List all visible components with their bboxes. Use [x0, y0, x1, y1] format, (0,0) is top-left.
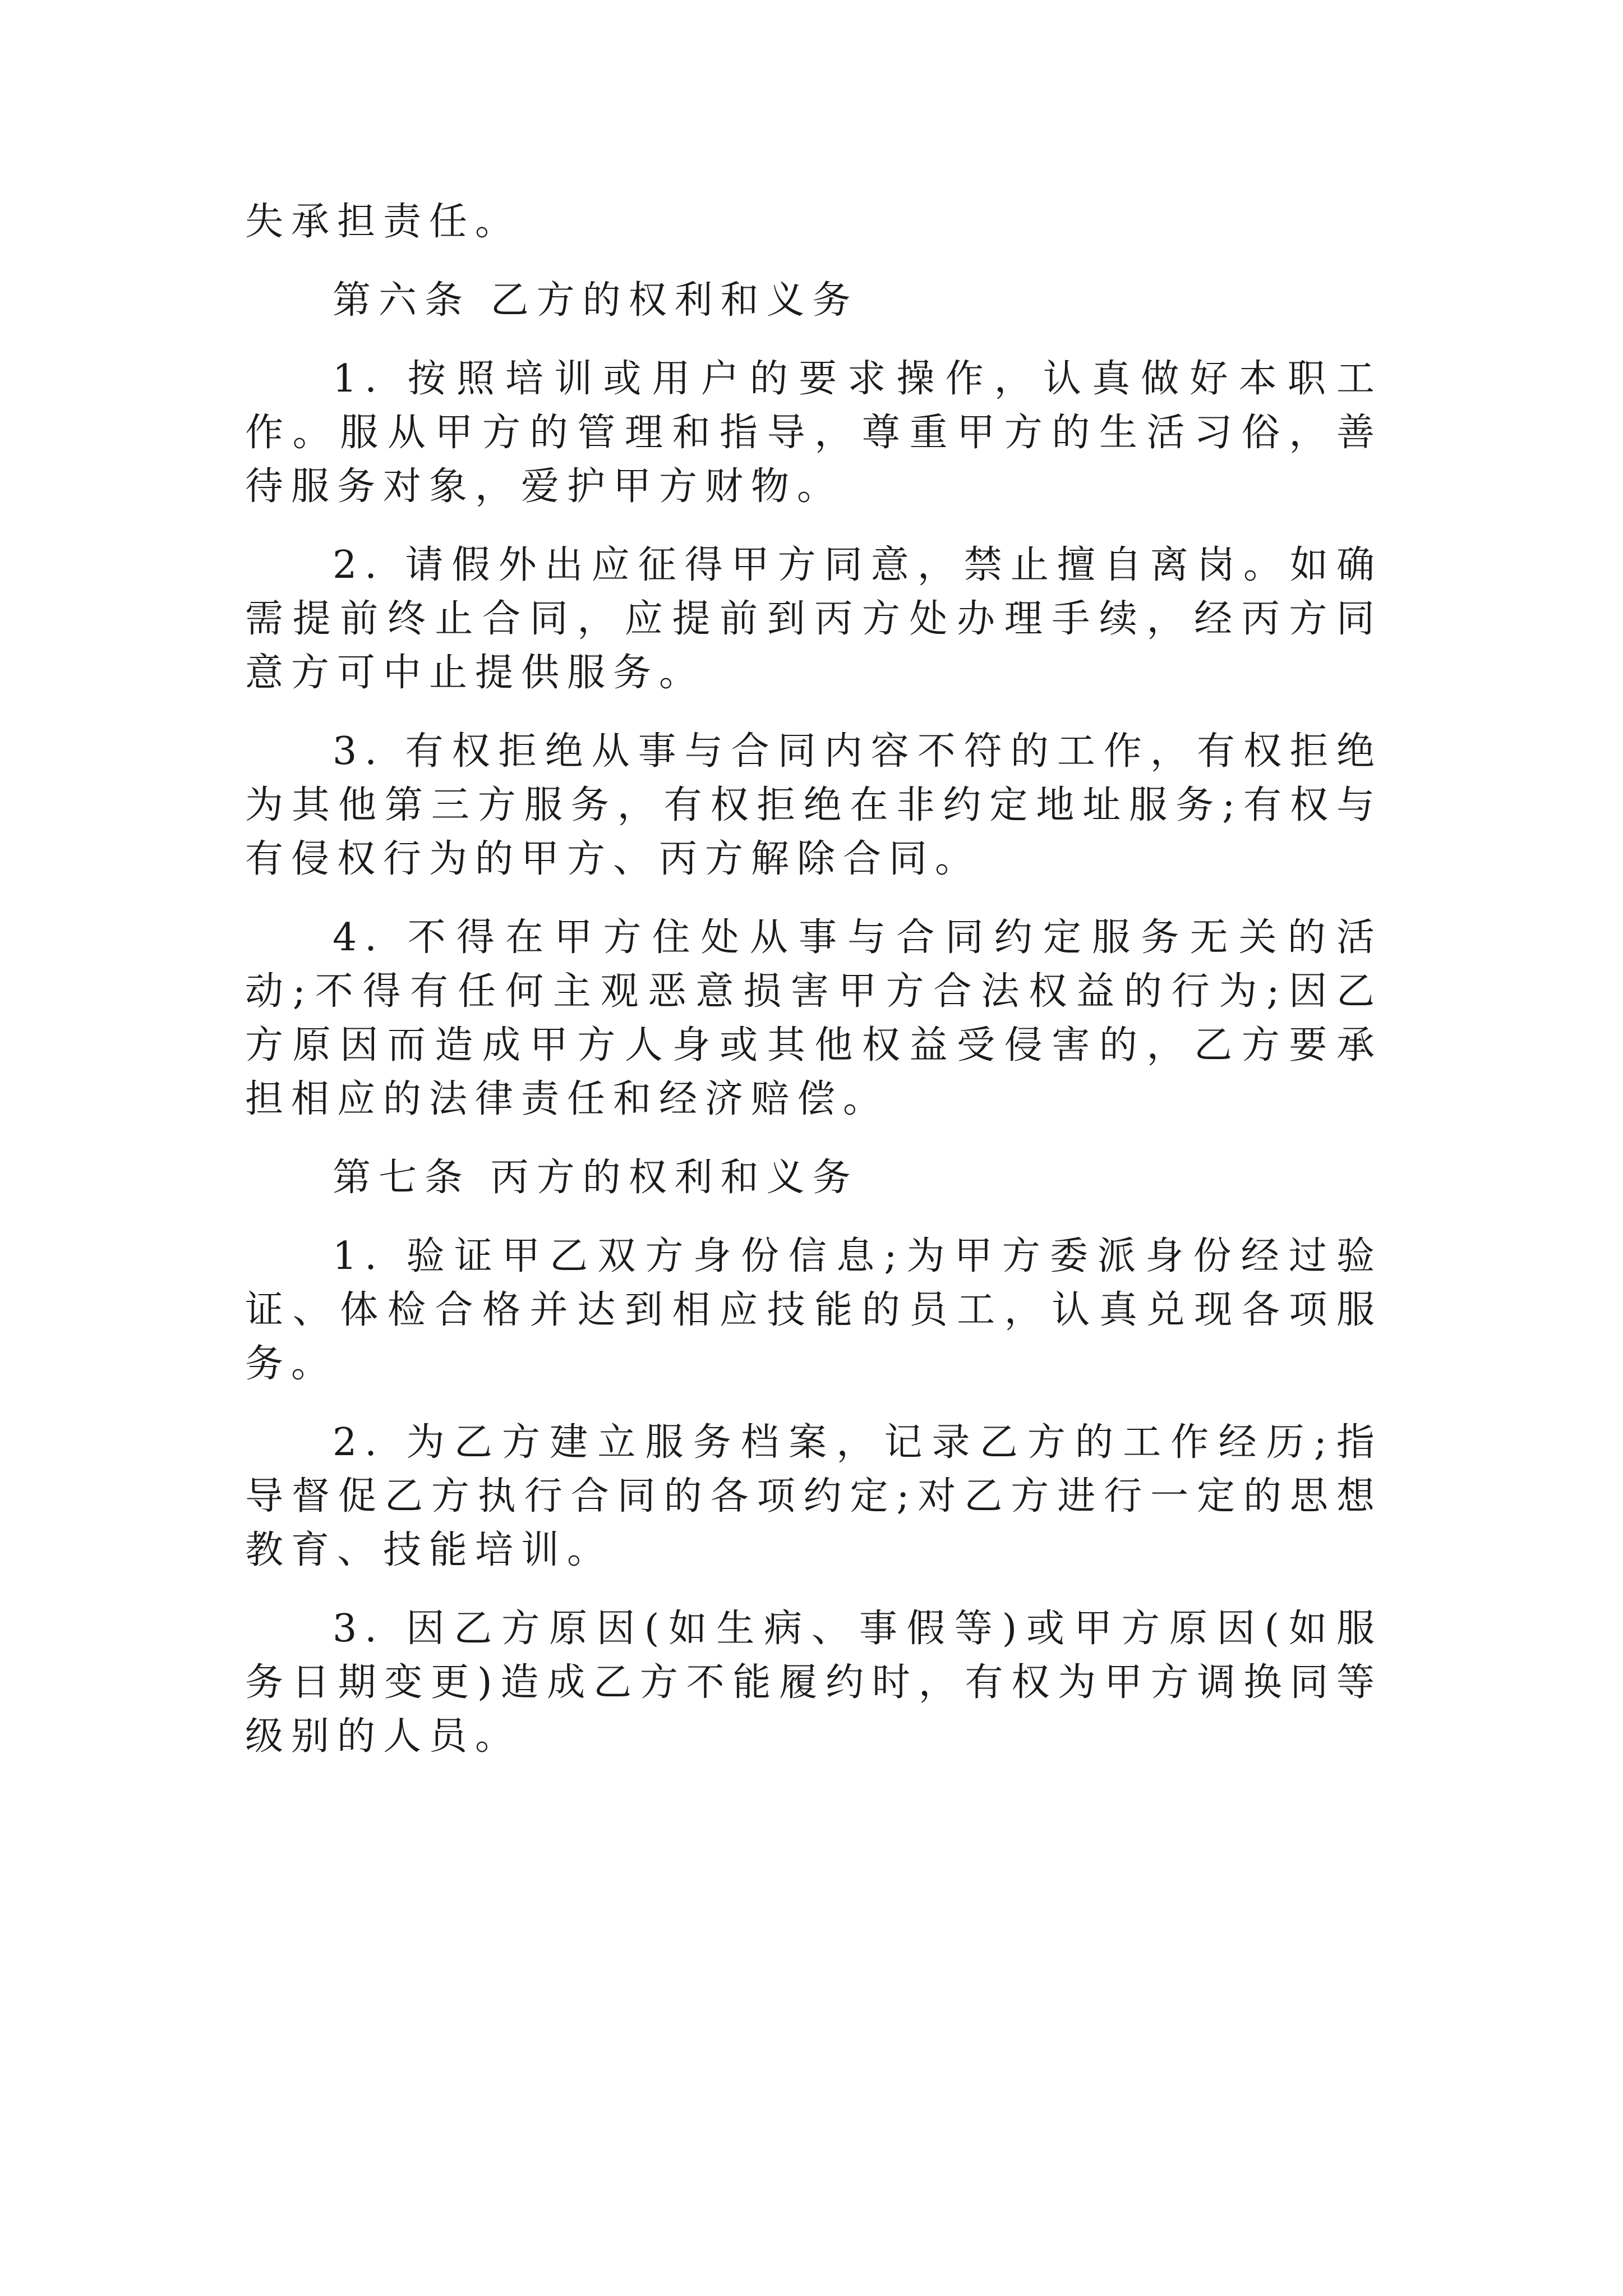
- document-body: [245, 195, 1382, 1764]
- article-6-item-1: 1. 按照培训或用户的要求操作，认真做好本职工作。服从甲方的管理和指导，尊重甲方的生活习俗，善待服务对象，爱护甲方财物。: [245, 357, 1382, 509]
- continuation-paragraph: 失承担责任。: [245, 200, 522, 244]
- article-7-item-1: 1. 验证甲乙双方身份信息;为甲方委派身份经过验证、体检合格并达到相应技能的员工，认真兑现各项服务。: [245, 1234, 1382, 1386]
- article-6-item-2: 2. 请假外出应征得甲方同意，禁止擅自离岗。如确需提前终止合同，应提前到丙方处办理手续，经丙方同意方可中止提供服务。: [245, 543, 1382, 695]
- article-7-item-2: 2. 为乙方建立服务档案，记录乙方的工作经历;指导督促乙方执行合同的各项约定;对乙方进行一定的思想教育、技能培训。: [245, 1420, 1382, 1572]
- article-6-heading: 第六条 乙方的权利和义务: [333, 278, 859, 323]
- article-7-heading: 第七条 丙方的权利和义务: [333, 1156, 859, 1200]
- article-7-item-3: 3. 因乙方原因(如生病、事假等)或甲方原因(如服务日期变更)造成乙方不能履约时，有权为甲方调换同等级别的人员。: [245, 1607, 1382, 1759]
- article-6-item-4: 4. 不得在甲方住处从事与合同约定服务无关的活动;不得有任何主观恶意损害甲方合法权益的行为;因乙方原因而造成甲方人身或其他权益受侵害的，乙方要承担相应的法律责任和经济赔偿。: [245, 915, 1382, 1121]
- article-6-item-3: 3. 有权拒绝从事与合同内容不符的工作，有权拒绝为其他第三方服务，有权拒绝在非约定地址服务;有权与有侵权行为的甲方、丙方解除合同。: [245, 729, 1382, 881]
